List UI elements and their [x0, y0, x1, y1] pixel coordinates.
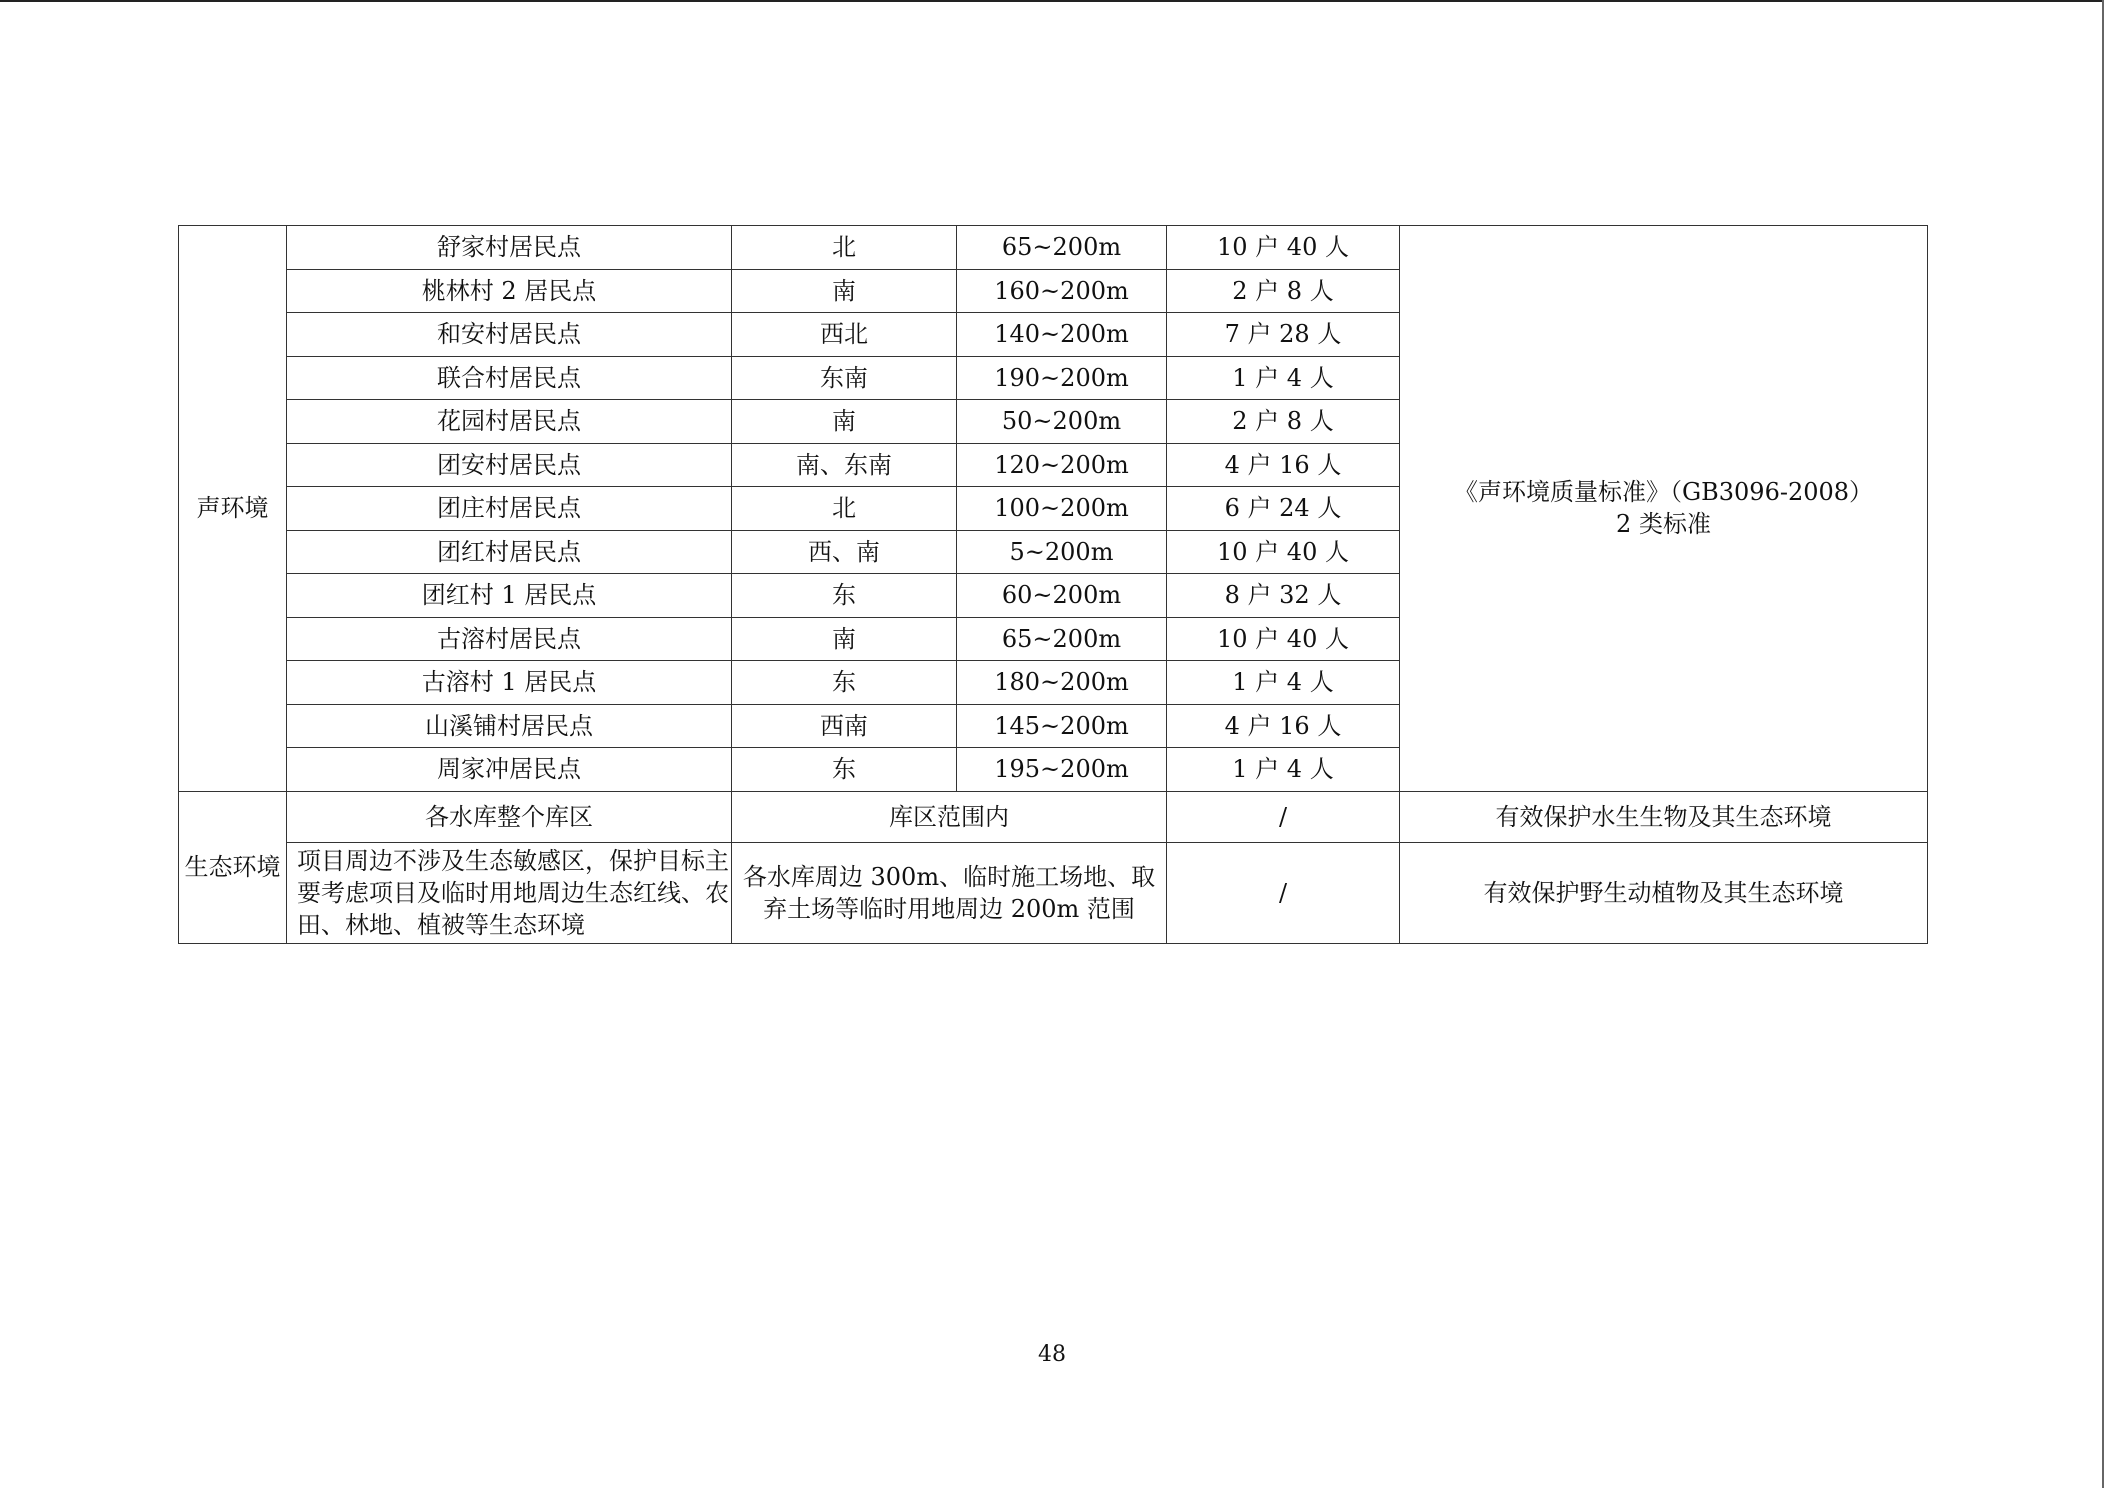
ecology-goal: 有效保护水生生物及其生态环境: [1400, 791, 1928, 842]
sound-row: [179, 226, 1928, 270]
sound-point-name: 周家冲居民点: [287, 748, 732, 792]
sound-standard-cell: [1400, 226, 1928, 792]
sound-point-distance: 65~200m: [957, 617, 1167, 661]
sound-point-scale: 1 户 4 人: [1167, 748, 1400, 792]
sound-point-scale: 4 户 16 人: [1167, 443, 1400, 487]
sound-point-direction: 西、南: [732, 530, 957, 574]
ecology-scale: /: [1167, 791, 1400, 842]
sound-point-direction: 南: [732, 269, 957, 313]
sound-point-name: 舒家村居民点: [287, 226, 732, 270]
ecology-object: 项目周边不涉及生态敏感区，保护目标主要考虑项目及临时用地周边生态红线、农田、林地、植被等生态环境: [287, 842, 732, 943]
sound-point-direction: 东南: [732, 356, 957, 400]
sound-point-direction: 西南: [732, 704, 957, 748]
sound-point-name: 团安村居民点: [287, 443, 732, 487]
sound-point-distance: 60~200m: [957, 574, 1167, 618]
sound-point-direction: 东: [732, 748, 957, 792]
sound-point-direction: 南、东南: [732, 443, 957, 487]
ecology-category-cell: 生态环境: [179, 791, 287, 943]
sound-point-name: 古溶村 1 居民点: [287, 661, 732, 705]
sound-point-name: 古溶村居民点: [287, 617, 732, 661]
sound-point-name: 团红村 1 居民点: [287, 574, 732, 618]
sound-point-scale: 10 户 40 人: [1167, 530, 1400, 574]
sound-point-distance: 190~200m: [957, 356, 1167, 400]
sound-point-name: 团庄村居民点: [287, 487, 732, 531]
sound-point-scale: 4 户 16 人: [1167, 704, 1400, 748]
environment-protection-table: [178, 225, 1928, 944]
page-number: 48: [1038, 1342, 1066, 1367]
ecology-row: [179, 791, 1928, 842]
sound-point-name: 桃林村 2 居民点: [287, 269, 732, 313]
sound-point-scale: 6 户 24 人: [1167, 487, 1400, 531]
table-body: [179, 226, 1928, 944]
page-top-border: [0, 0, 2104, 2]
sound-standard-line1: 《声环境质量标准》（GB3096-2008）: [1453, 478, 1874, 507]
sound-point-scale: 8 户 32 人: [1167, 574, 1400, 618]
sound-point-distance: 50~200m: [957, 400, 1167, 444]
ecology-scale: /: [1167, 842, 1400, 943]
sound-point-distance: 160~200m: [957, 269, 1167, 313]
sound-point-distance: 100~200m: [957, 487, 1167, 531]
sound-standard-line2: 2 类标准: [1616, 510, 1711, 539]
sound-point-name: 联合村居民点: [287, 356, 732, 400]
sound-point-distance: 145~200m: [957, 704, 1167, 748]
sound-point-scale: 2 户 8 人: [1167, 400, 1400, 444]
sound-point-scale: 10 户 40 人: [1167, 226, 1400, 270]
ecology-object: 各水库整个库区: [287, 791, 732, 842]
sound-point-scale: 1 户 4 人: [1167, 356, 1400, 400]
sound-point-direction: 东: [732, 574, 957, 618]
sound-point-distance: 180~200m: [957, 661, 1167, 705]
sound-point-scale: 7 户 28 人: [1167, 313, 1400, 357]
sound-point-name: 山溪铺村居民点: [287, 704, 732, 748]
sound-point-scale: 10 户 40 人: [1167, 617, 1400, 661]
ecology-row: [179, 842, 1928, 943]
sound-point-name: 和安村居民点: [287, 313, 732, 357]
sound-point-scale: 2 户 8 人: [1167, 269, 1400, 313]
ecology-goal: 有效保护野生动植物及其生态环境: [1400, 842, 1928, 943]
sound-point-distance: 65~200m: [957, 226, 1167, 270]
sound-point-direction: 北: [732, 487, 957, 531]
ecology-range: 库区范围内: [732, 791, 1167, 842]
sound-point-distance: 120~200m: [957, 443, 1167, 487]
sound-point-direction: 南: [732, 400, 957, 444]
sound-point-scale: 1 户 4 人: [1167, 661, 1400, 705]
sound-point-direction: 东: [732, 661, 957, 705]
sound-point-direction: 北: [732, 226, 957, 270]
sound-point-distance: 5~200m: [957, 530, 1167, 574]
sound-point-name: 花园村居民点: [287, 400, 732, 444]
sound-category-cell: 声环境: [179, 226, 287, 792]
sound-point-name: 团红村居民点: [287, 530, 732, 574]
ecology-range: 各水库周边 300m、临时施工场地、取弃土场等临时用地周边 200m 范围: [732, 842, 1167, 943]
sound-point-distance: 195~200m: [957, 748, 1167, 792]
sound-point-direction: 南: [732, 617, 957, 661]
sound-point-distance: 140~200m: [957, 313, 1167, 357]
sound-point-direction: 西北: [732, 313, 957, 357]
